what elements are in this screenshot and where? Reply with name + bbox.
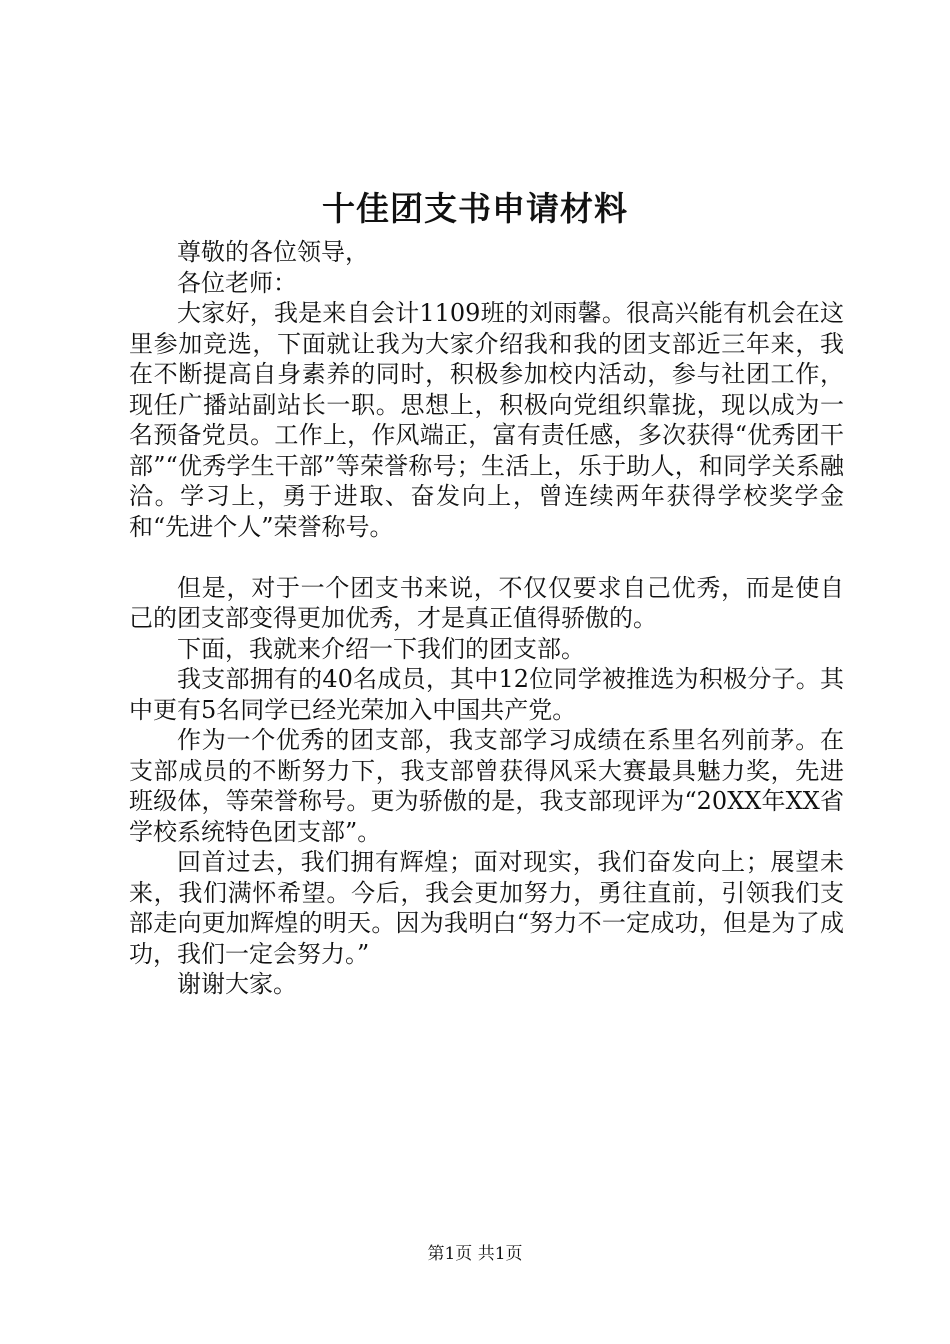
paragraph-thanks: 谢谢大家。 bbox=[177, 970, 297, 998]
paragraph-branch-intro: 下面，我就来介绍一下我们的团支部。 bbox=[177, 634, 585, 663]
paragraph-introduction: 大家好，我是来自会计1109班的刘雨馨。很高兴能有机会在这里参加竞选，下面就让我为大家介绍我和我的团支部近三年来，我在不断提高自身素养的同时，积极参加校内活动，参与社团工作，现任广播站副站长一职。思想上，积极向党组织靠拢，现以成为一名预备党员。工作上，作风端正，富有责任感，多次获得“优秀团干部”“优秀学生干部”等荣誉称号；生活上，乐于助人，和同学关系融洽。学习上，勇于进取、奋发向上，曾连续两年获得学校奖学金和“先进个人”荣誉称号。 bbox=[129, 299, 844, 541]
paragraph-members: 我支部拥有的40名成员，其中12位同学被推选为积极分子。其中更有5名同学已经光荣加入中国共产党。 bbox=[129, 665, 844, 724]
salutation-teachers: 各位老师： bbox=[177, 268, 297, 297]
paragraph-however: 但是，对于一个团支书来说，不仅仅要求自己优秀，而是使自己的团支部变得更加优秀，才是真正值得骄傲的。 bbox=[129, 573, 844, 632]
document-title: 十佳团支书申请材料 bbox=[322, 189, 628, 228]
salutation-leaders: 尊敬的各位领导， bbox=[177, 238, 369, 266]
paragraph-achievements: 作为一个优秀的团支部，我支部学习成绩在系里名列前茅。在支部成员的不断努力下，我支部曾获得风采大赛最具魅力奖，先进班级体，等荣誉称号。更为骄傲的是，我支部现评为“20XX年XX省学校系统特色团支部”。 bbox=[129, 726, 844, 846]
paragraph-future: 回首过去，我们拥有辉煌；面对现实，我们奋发向上；展望未来，我们满怀希望。今后，我会更加努力，勇往直前，引领我们支部走向更加辉煌的明天。因为我明白“努力不一定成功，但是为了成功，我们一定会努力。” bbox=[129, 848, 844, 968]
document-body bbox=[129, 237, 844, 1000]
page-footer: 第1页 共1页 bbox=[427, 1244, 523, 1264]
